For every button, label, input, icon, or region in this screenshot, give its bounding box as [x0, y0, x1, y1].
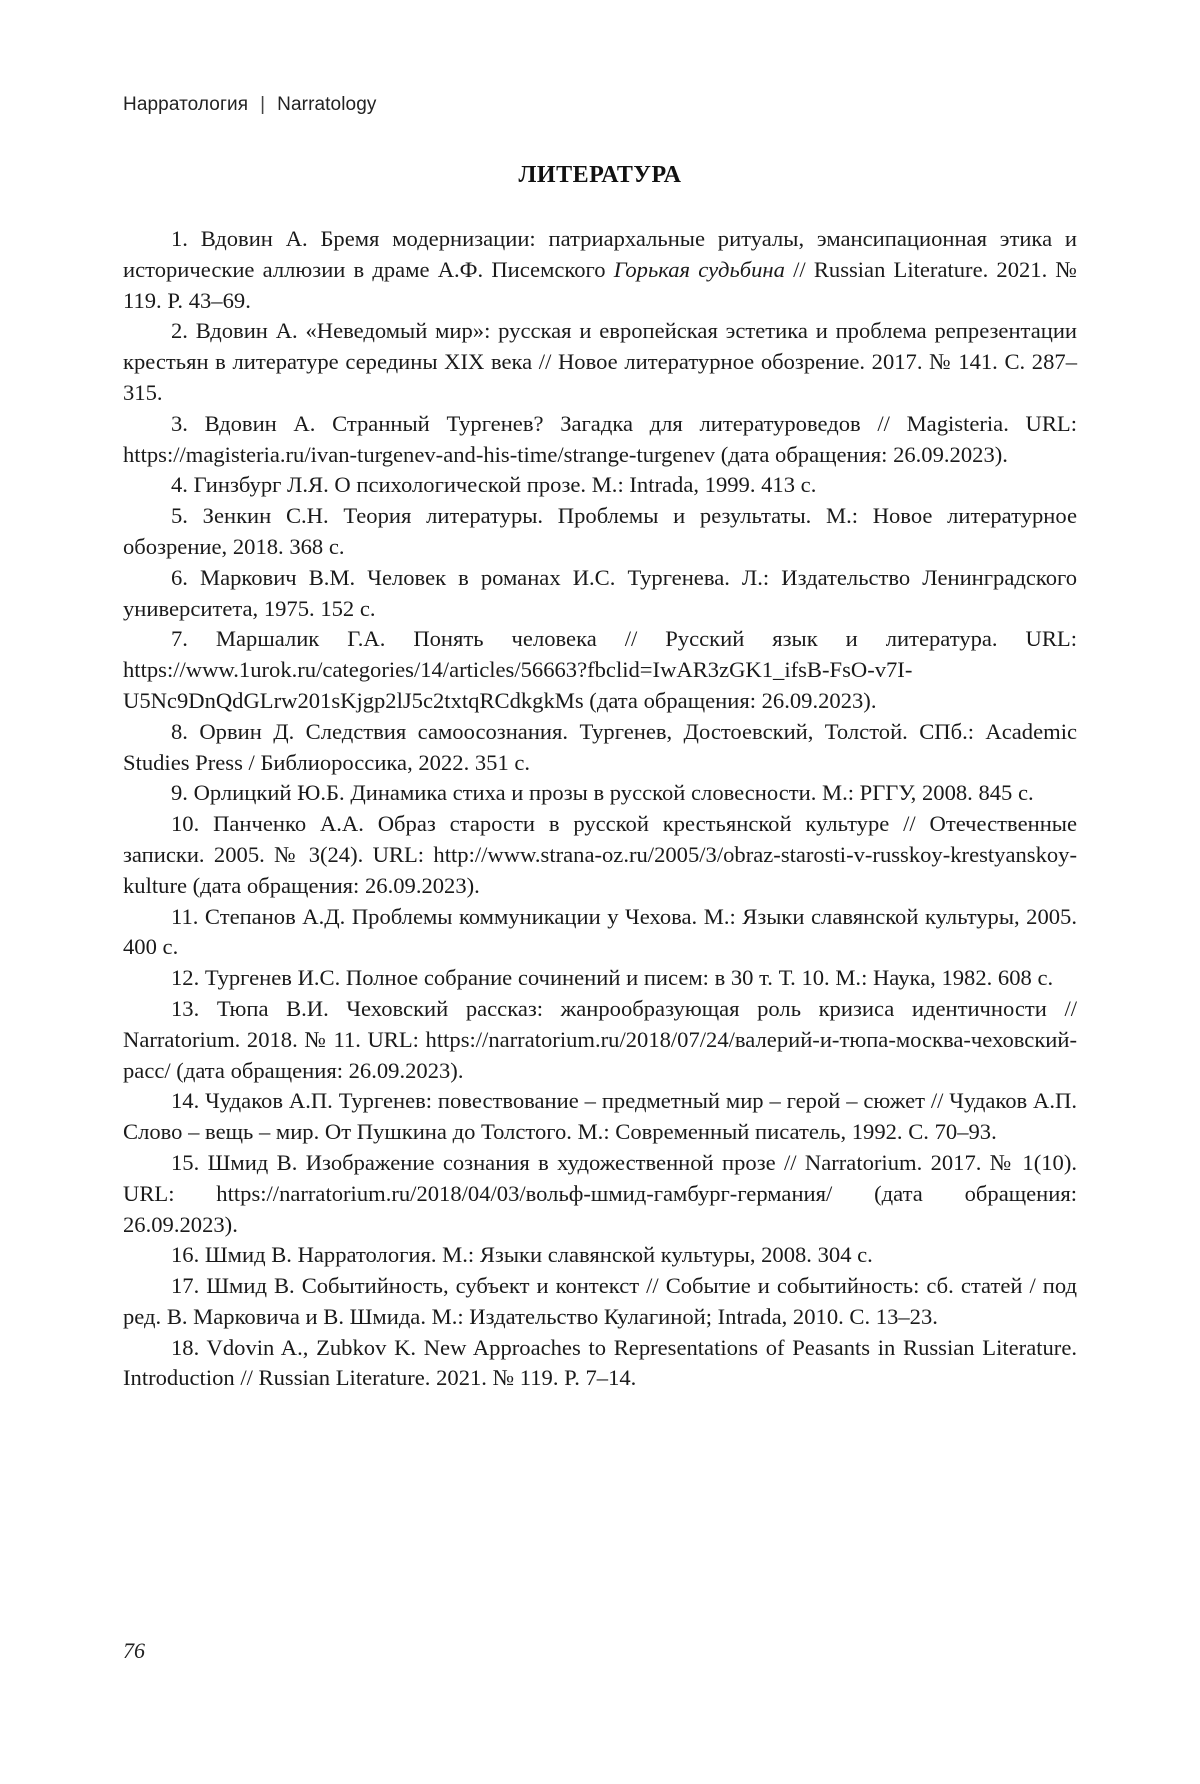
reference-item	[123, 1333, 1077, 1395]
reference-text: 7. Маршалик Г.А. Понять человека // Русский язык и литература. URL: https://www.1urok.ru/categories/14/articles/56663?fbclid=IwAR3zGK1_ifsB-FsO-v7I-U5Nc9DnQdGLrw201sKjgp2lJ5c2txtqRCdkgkMs (дата обращения: 26.09.2023).	[123, 626, 1077, 713]
reference-text: 11. Степанов А.Д. Проблемы коммуникации у Чехова. М.: Языки славянской культуры, 2005. 400 с.	[123, 903, 1077, 960]
reference-item	[123, 902, 1077, 964]
reference-text: 3. Вдовин А. Странный Тургенев? Загадка для литературоведов // Magisteria. URL: https://magisteria.ru/ivan-turgenev-and-his-time/strange-turgenev (дата обращения: 26.09.2023).	[123, 410, 1077, 467]
reference-text: 17. Шмид В. Событийность, субъект и контекст // Событие и событийность: сб. статей / под ред. В. Марковича и В. Шмида. М.: Издательство Кулагиной; Intrada, 2010. С. 13–23.	[123, 1273, 1077, 1329]
reference-text: 4. Гинзбург Л.Я. О психологической прозе. М.: Intrada, 1999. 413 с.	[171, 472, 817, 498]
reference-text: 16. Шмид В. Нарратология. М.: Языки славянской культуры, 2008. 304 с.	[171, 1242, 873, 1268]
journal-title-en: Narratology	[277, 94, 377, 115]
reference-text: 2. Вдовин А. «Неведомый мир»: русская и европейская эстетика и проблема репрезентации крестьян в литературе середины XIX века // Новое литературное обозрение. 2017. № 141. С. 287–315.	[123, 318, 1077, 405]
reference-text: 6. Маркович В.М. Человек в романах И.С. Тургенева. Л.: Издательство Ленинградского университета, 1975. 152 с.	[123, 564, 1077, 621]
running-head	[123, 94, 376, 116]
reference-item	[123, 1148, 1077, 1240]
reference-text: 15. Шмид В. Изображение сознания в художественной прозе // Narratorium. 2017. № 1(10). URL: https://narratorium.ru/2018/04/03/вольф-шмид-гамбург-германия/ (дата обращения: 26.09.2023).	[123, 1149, 1077, 1237]
reference-item	[123, 1271, 1077, 1333]
reference-item	[123, 809, 1077, 901]
reference-list	[123, 224, 1077, 1394]
reference-item	[123, 994, 1077, 1086]
reference-item	[123, 470, 1077, 501]
header-separator: |	[260, 94, 266, 115]
reference-item	[123, 409, 1077, 471]
reference-text: 10. Панченко А.А. Образ старости в русской крестьянской культуре // Отечественные записки. 2005. № 3(24). URL: http://www.strana-oz.ru/2005/3/obraz-starosti-v-russkoy-krestyanskoy-kulture (дата обращения: 26.09.2023).	[123, 811, 1077, 898]
reference-item	[123, 963, 1077, 994]
reference-text-tail: // Russian Literature. 2021. № 119. P. 43–69.	[123, 256, 1077, 313]
reference-item	[123, 316, 1077, 408]
reference-item	[123, 778, 1077, 809]
reference-text: 12. Тургенев И.С. Полное собрание сочинений и писем: в 30 т. Т. 10. М.: Наука, 1982. 608 с.	[171, 965, 1054, 991]
reference-text: 18. Vdovin A., Zubkov K. New Approaches to Representations of Peasants in Russian Literature. Introduction // Russian Literature. 2021. № 119. P. 7–14.	[123, 1334, 1077, 1391]
reference-item	[123, 563, 1077, 625]
reference-item	[123, 624, 1077, 716]
reference-item	[123, 1240, 1077, 1271]
section-title: ЛИТЕРАТУРА	[518, 162, 682, 188]
reference-item	[123, 501, 1077, 563]
journal-title-ru: Нарратология	[123, 94, 249, 115]
reference-item	[123, 1086, 1077, 1148]
reference-text: 1. Вдовин А. Бремя модернизации: патриархальные ритуалы, эмансипационная этика и исторические аллюзии в драме А.Ф. Писемского	[123, 226, 1077, 282]
reference-text: 14. Чудаков А.П. Тургенев: повествование – предметный мир – герой – сюжет // Чудаков А.П. Слово – вещь – мир. От Пушкина до Толстого. М.: Современный писатель, 1992. С. 70–93.	[123, 1088, 1077, 1145]
reference-text: 9. Орлицкий Ю.Б. Динамика стиха и прозы в русской словесности. М.: РГГУ, 2008. 845 с.	[171, 780, 1034, 806]
reference-item	[123, 717, 1077, 779]
reference-text: 13. Тюпа В.И. Чеховский рассказ: жанрообразующая роль кризиса идентичности // Narratorium. 2018. № 11. URL: https://narratorium.ru/2018/07/24/валерий-и-тюпа-москва-чеховский-расс/ (дата обращения: 26.09.2023).	[123, 995, 1077, 1083]
reference-text: 8. Орвин Д. Следствия самоосознания. Тургенев, Достоевский, Толстой. СПб.: Academic Studies Press / Библиороссика, 2022. 351 с.	[123, 718, 1077, 775]
reference-italic-title: Горькая судьбина	[613, 256, 785, 282]
reference-item	[123, 224, 1077, 316]
reference-text: 5. Зенкин С.Н. Теория литературы. Проблемы и результаты. М.: Новое литературное обозрение, 2018. 368 с.	[123, 503, 1077, 559]
page-number: 76	[123, 1638, 145, 1663]
